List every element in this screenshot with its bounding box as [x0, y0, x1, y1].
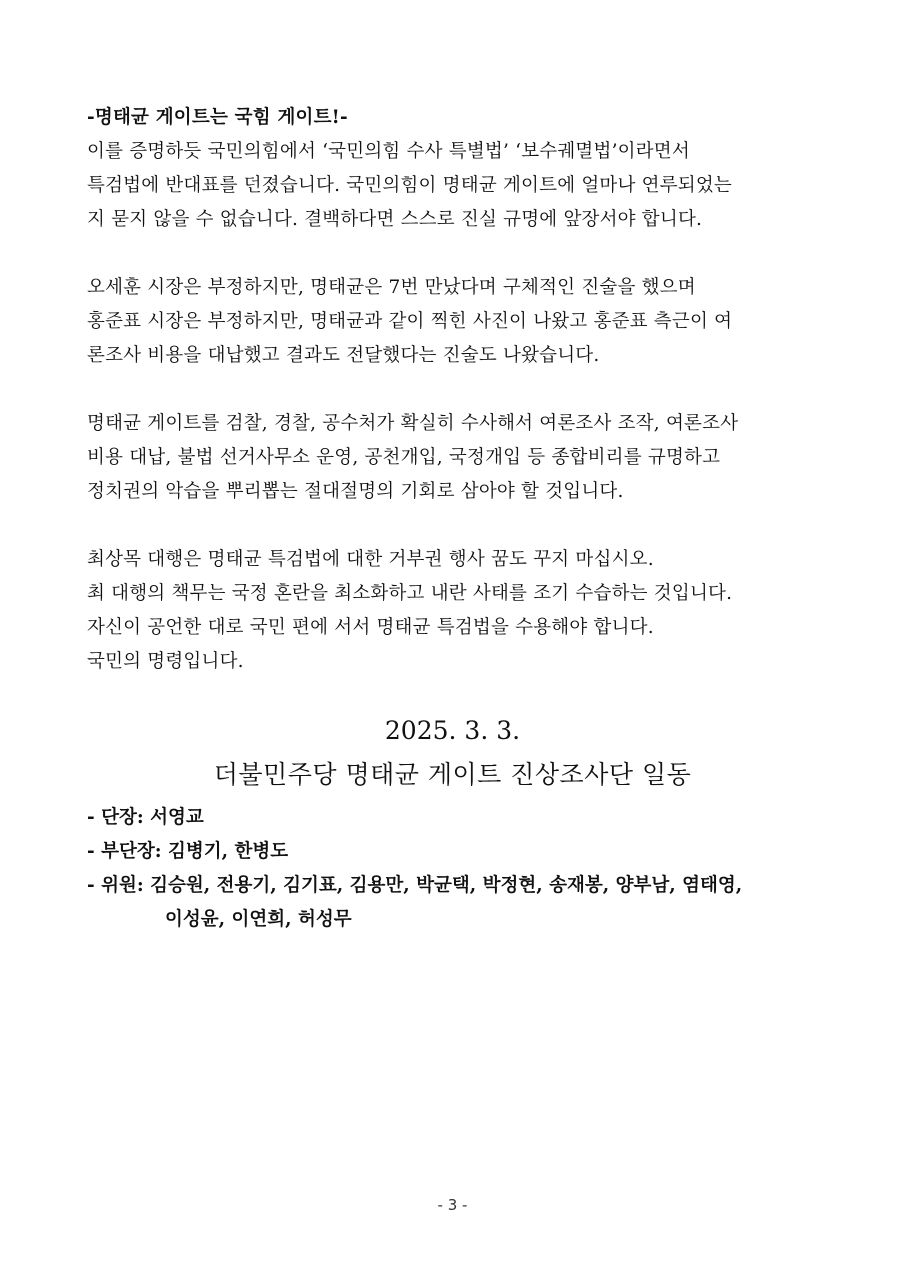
- paragraph-1-line-2: 특검법에 반대표를 던졌습니다. 국민의힘이 명태균 게이트에 얼마나 연루되었는: [87, 175, 732, 196]
- member-committee-line-2: 이성윤, 이연희, 허성무: [165, 909, 352, 930]
- paragraph-4-line-2: 최 대행의 책무는 국정 혼란을 최소화하고 내란 사태를 조기 수습하는 것입니다.: [87, 583, 733, 604]
- paragraph-2-line-2: 홍준표 시장은 부정하지만, 명태균과 같이 찍힌 사진이 나왔고 홍준표 측근이 여: [87, 311, 733, 332]
- organization-name: 더불민주당 명태균 게이트 진상조사단 일동: [213, 760, 692, 789]
- paragraph-3-line-2: 비용 대납, 불법 선거사무소 운영, 공천개입, 국정개입 등 종합비리를 규명하고: [87, 447, 721, 468]
- member-vice-leader: - 부단장: 김병기, 한병도: [87, 841, 289, 862]
- statement-date: 2025. 3. 3.: [384, 716, 521, 745]
- page-number: - 3 -: [437, 1196, 468, 1214]
- paragraph-2-line-3: 론조사 비용을 대납했고 결과도 전달했다는 진술도 나왔습니다.: [87, 345, 600, 366]
- paragraph-3-line-3: 정치권의 악습을 뿌리뽑는 절대절명의 기회로 삼아야 할 것입니다.: [87, 481, 624, 502]
- section-heading: -명태균 게이트는 국힘 게이트!-: [87, 107, 348, 128]
- paragraph-1-line-3: 지 묻지 않을 수 없습니다. 결백하다면 스스로 진실 규명에 앞장서야 합니다.: [87, 209, 703, 230]
- paragraph-4-line-3: 자신이 공언한 대로 국민 편에 서서 명태균 특검법을 수용해야 합니다.: [87, 617, 654, 638]
- paragraph-1-line-1: 이를 증명하듯 국민의힘에서 ‘국민의힘 수사 특별법’ ‘보수궤멸법’이라면서: [87, 141, 690, 162]
- member-committee-line-1: - 위원: 김승원, 전용기, 김기표, 김용만, 박균택, 박정현, 송재봉, 양부남, 염태영,: [87, 875, 743, 896]
- member-leader: - 단장: 서영교: [87, 807, 204, 828]
- paragraph-4-line-4: 국민의 명령입니다.: [87, 651, 244, 672]
- paragraph-3-line-1: 명태균 게이트를 검찰, 경찰, 공수처가 확실히 수사해서 여론조사 조작, 여론조사: [87, 413, 739, 434]
- paragraph-2-line-1: 오세훈 시장은 부정하지만, 명태균은 7번 만났다며 구체적인 진술을 했으며: [87, 277, 696, 298]
- paragraph-4-line-1: 최상목 대행은 명태균 특검법에 대한 거부권 행사 꿈도 꾸지 마십시오.: [87, 549, 654, 570]
